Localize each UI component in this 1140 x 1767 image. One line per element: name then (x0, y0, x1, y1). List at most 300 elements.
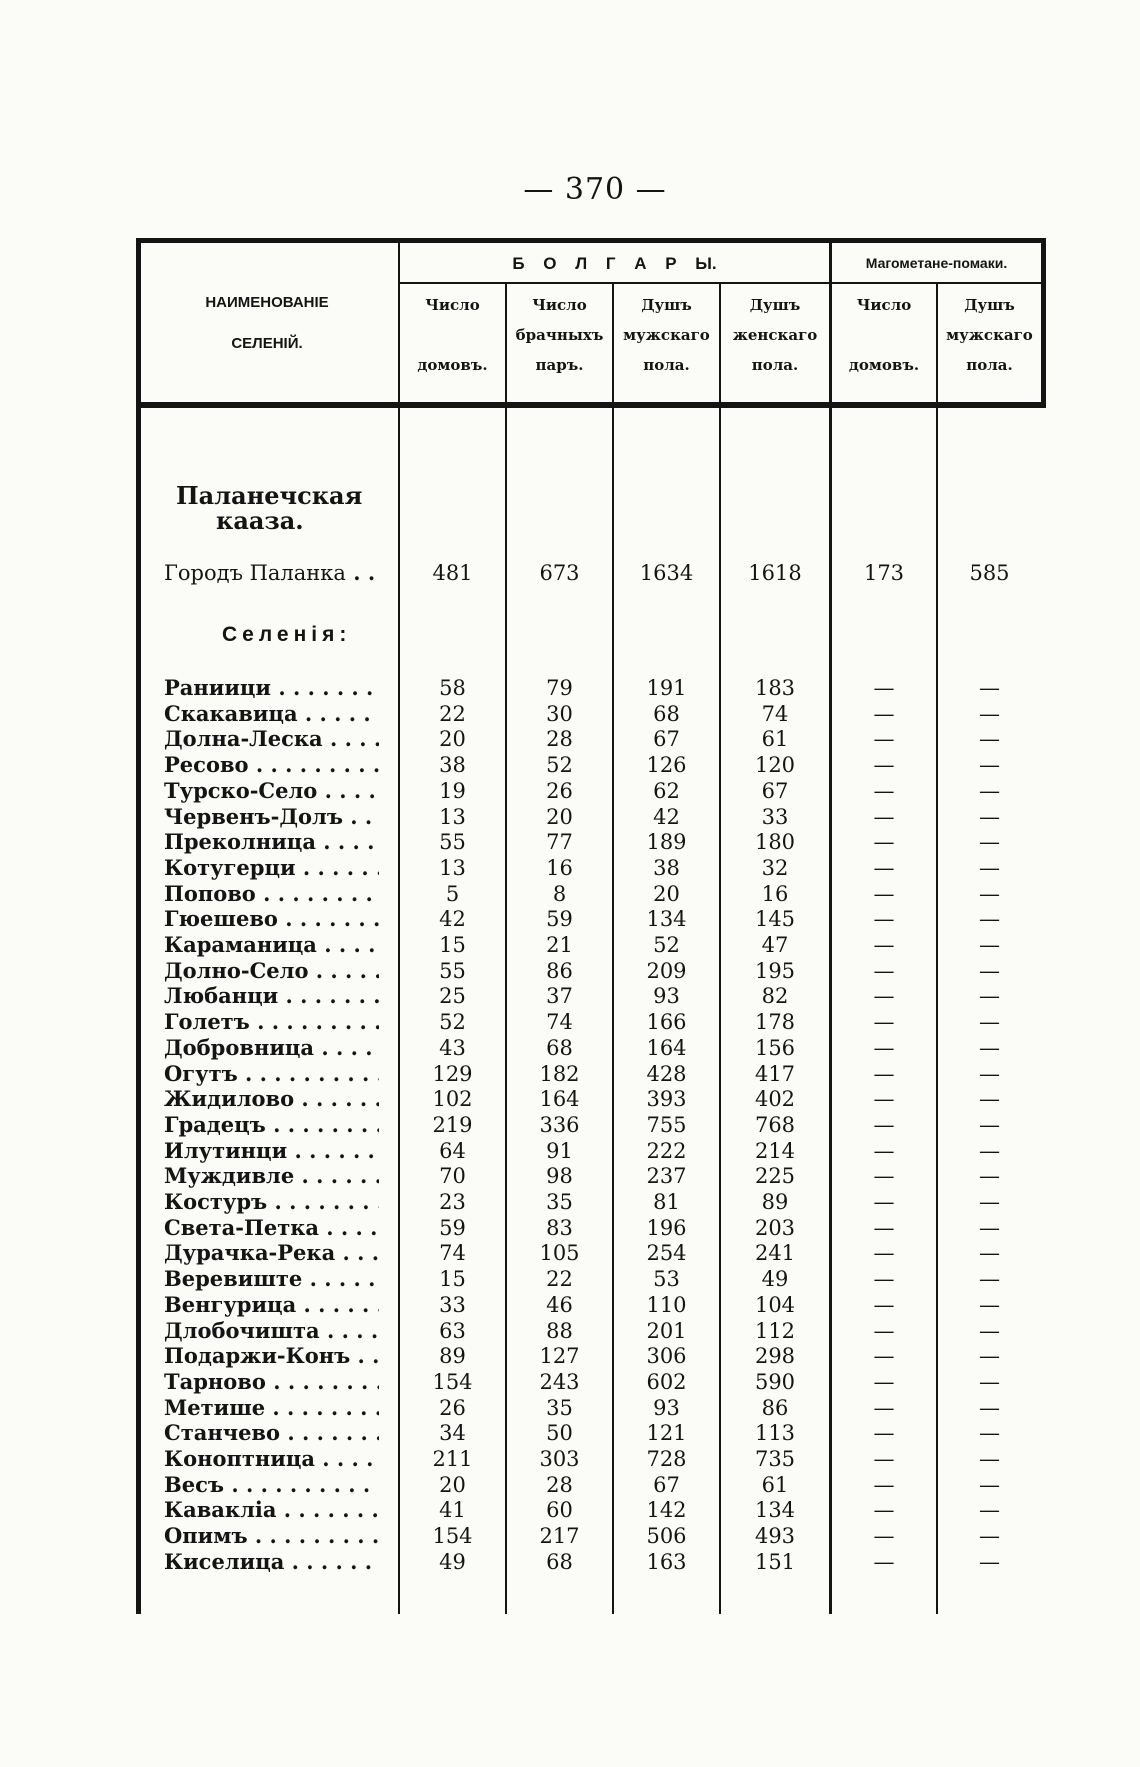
column-header-5-line1: Число (856, 296, 912, 314)
village-muslim-houses: — (873, 727, 895, 752)
village-muslim-male: — (979, 1447, 1000, 1471)
table-row (136, 752, 1046, 778)
village-name: Любанци . . . (164, 983, 379, 1009)
village-houses: 59 (439, 1215, 466, 1240)
village-name: Попово . . . (164, 881, 379, 907)
village-male: 126 (646, 753, 687, 778)
village-name: Метише . . . (164, 1395, 379, 1421)
village-houses: 20 (439, 1472, 466, 1497)
table-row (136, 726, 1046, 752)
village-houses: 58 (439, 676, 466, 700)
village-male: 166 (646, 1010, 687, 1035)
village-muslim-houses: — (873, 701, 895, 726)
village-female: 183 (754, 676, 796, 700)
village-male: 755 (646, 1112, 687, 1137)
table-row (136, 1138, 1046, 1164)
village-male: 728 (646, 1447, 687, 1471)
village-female: 156 (754, 1035, 796, 1060)
town-married-couples: 673 (539, 561, 580, 585)
village-houses: 55 (439, 958, 466, 983)
village-muslim-houses: — (873, 1447, 895, 1471)
village-married-couples: 21 (546, 933, 573, 957)
village-houses: 70 (439, 1164, 466, 1189)
village-female: 113 (754, 1421, 796, 1446)
village-married-couples: 52 (546, 753, 573, 778)
village-muslim-houses: — (873, 1267, 895, 1292)
muslims-group-title: Магометане-помаки. (865, 255, 1008, 271)
village-married-couples: 336 (539, 1112, 580, 1137)
village-houses: 74 (439, 1241, 466, 1266)
village-name: Подаржи-Конъ . . . (164, 1343, 379, 1369)
village-female: 61 (761, 1472, 789, 1497)
village-muslim-male: — (979, 1164, 1000, 1189)
table-row (136, 1523, 1046, 1549)
town-male: 1634 (639, 561, 694, 585)
village-female: 49 (761, 1267, 789, 1292)
village-houses: 15 (439, 1267, 466, 1292)
village-female: 195 (754, 958, 796, 983)
village-male: 201 (646, 1318, 687, 1343)
column-header-1-line3: домовъ. (417, 356, 488, 374)
village-married-couples: 16 (546, 855, 573, 880)
village-married-couples: 74 (546, 1010, 573, 1035)
table-row (136, 1420, 1046, 1446)
village-married-couples: 28 (546, 727, 573, 752)
village-muslim-houses: — (873, 1241, 895, 1266)
table-row (136, 881, 1046, 907)
village-name: Ресово . . . (164, 752, 379, 778)
village-female: 203 (754, 1215, 796, 1240)
village-muslim-male: — (979, 933, 1000, 957)
village-muslim-male: — (979, 1395, 1000, 1420)
village-houses: 129 (432, 1061, 473, 1086)
village-female: 768 (754, 1112, 796, 1137)
name-column-header-line2: СЕЛЕНІЙ. (231, 335, 303, 352)
table-row (136, 1215, 1046, 1241)
table-row (136, 1343, 1046, 1369)
village-muslim-male: — (979, 727, 1000, 752)
village-male: 191 (646, 676, 687, 700)
village-muslim-male: — (979, 1267, 1000, 1292)
village-houses: 63 (439, 1318, 466, 1343)
village-houses: 38 (439, 753, 466, 778)
table-row (136, 1035, 1046, 1061)
village-married-couples: 30 (546, 701, 573, 726)
column-header-3-line3: пола. (643, 356, 690, 374)
village-male: 67 (653, 1472, 680, 1497)
village-male: 52 (653, 933, 680, 957)
table-row (136, 1497, 1046, 1523)
village-male: 163 (646, 1549, 687, 1574)
village-muslim-houses: — (873, 1035, 895, 1060)
village-muslim-male: — (979, 1318, 1000, 1343)
village-name: Длобочишта . . . (164, 1318, 379, 1344)
bulgarians-group-title: Б О Л Г А Р Ы. (512, 254, 717, 273)
village-married-couples: 182 (539, 1061, 580, 1086)
village-name: Караманица . . . (164, 932, 379, 958)
table-row (136, 855, 1046, 881)
village-name: Гюешево . . . (164, 906, 379, 932)
village-name: Муждивле . . . (164, 1163, 379, 1189)
village-muslim-houses: — (873, 804, 895, 829)
village-name: Илутинци . . . (164, 1138, 379, 1164)
village-muslim-male: — (979, 753, 1000, 778)
village-muslim-houses: — (873, 1061, 895, 1086)
village-muslim-male: — (979, 1421, 1000, 1446)
village-male: 93 (653, 984, 680, 1009)
town-name: Городъ Паланка . . . (164, 560, 379, 586)
village-female: 61 (761, 727, 789, 752)
village-muslim-houses: — (873, 933, 895, 957)
table-row (136, 1189, 1046, 1215)
village-female: 417 (754, 1061, 796, 1086)
table-row (136, 829, 1046, 855)
name-column-header-line1: НАИМЕНОВАНІЕ (205, 294, 329, 311)
village-male: 142 (646, 1498, 687, 1523)
village-male: 134 (646, 907, 687, 932)
village-muslim-houses: — (873, 830, 895, 855)
village-female: 74 (761, 701, 789, 726)
village-name: Раниици . . . (164, 675, 379, 701)
village-muslim-male: — (979, 1112, 1000, 1137)
village-muslim-male: — (979, 1190, 1000, 1214)
village-married-couples: 46 (546, 1292, 573, 1317)
village-female: 214 (754, 1138, 796, 1163)
village-married-couples: 50 (546, 1421, 573, 1446)
village-married-couples: 22 (546, 1267, 573, 1292)
village-muslim-houses: — (873, 1549, 895, 1574)
column-header-5-line3: домовъ. (848, 356, 920, 374)
village-muslim-male: — (979, 1035, 1000, 1060)
village-houses: 154 (432, 1369, 473, 1394)
village-houses: 89 (439, 1344, 466, 1369)
village-muslim-houses: — (873, 676, 895, 700)
village-muslim-houses: — (873, 1190, 895, 1214)
village-female: 180 (754, 830, 796, 855)
village-muslim-male: — (979, 1010, 1000, 1035)
village-muslim-male: — (979, 778, 1000, 803)
village-muslim-houses: — (873, 1472, 895, 1497)
column-header-4-line1: Душъ (749, 296, 801, 314)
village-married-couples: 20 (546, 804, 573, 829)
village-name: Долна-Леска . . . (164, 726, 379, 752)
village-female: 104 (754, 1292, 796, 1317)
village-muslim-houses: — (873, 881, 895, 906)
village-married-couples: 127 (539, 1344, 580, 1369)
village-houses: 64 (439, 1138, 466, 1163)
villages-section-title: Селенія: (222, 623, 352, 646)
village-female: 225 (754, 1164, 796, 1189)
village-muslim-houses: — (873, 778, 895, 803)
village-female: 735 (754, 1447, 796, 1471)
village-muslim-houses: — (873, 1369, 895, 1394)
village-married-couples: 303 (539, 1447, 580, 1471)
village-male: 189 (646, 830, 687, 855)
column-header-4-line3: пола. (751, 356, 799, 374)
table-row (136, 1163, 1046, 1189)
table-row (136, 1061, 1046, 1087)
village-name: Жидилово . . . (164, 1086, 379, 1112)
column-header-2-line3: паръ. (535, 356, 584, 374)
village-name: Турско-Село . . . (164, 778, 379, 804)
table-row (136, 701, 1046, 727)
village-houses: 22 (439, 701, 466, 726)
table-row (136, 983, 1046, 1009)
table-row (136, 778, 1046, 804)
table-row (136, 1369, 1046, 1395)
village-married-couples: 217 (539, 1524, 580, 1549)
village-female: 112 (754, 1318, 796, 1343)
village-married-couples: 86 (546, 958, 573, 983)
village-muslim-houses: — (873, 1524, 895, 1549)
village-married-couples: 164 (539, 1087, 580, 1112)
column-header-6-line1: Душъ (964, 296, 1015, 314)
village-married-couples: 59 (546, 907, 573, 932)
village-female: 178 (754, 1010, 796, 1035)
village-houses: 219 (432, 1112, 473, 1137)
column-header-2-line1: Число (532, 296, 587, 314)
village-muslim-houses: — (873, 1010, 895, 1035)
village-houses: 13 (439, 855, 466, 880)
village-male: 602 (646, 1369, 687, 1394)
village-muslim-male: — (979, 1549, 1000, 1574)
village-muslim-houses: — (873, 753, 895, 778)
district-title-line1: Паланечская (176, 481, 363, 510)
village-muslim-male: — (979, 855, 1000, 880)
village-muslim-male: — (979, 984, 1000, 1009)
village-name: Долно-Село . . . (164, 958, 379, 984)
village-muslim-male: — (979, 1498, 1000, 1523)
village-muslim-houses: — (873, 1215, 895, 1240)
town-houses: 481 (432, 561, 473, 585)
village-muslim-houses: — (873, 855, 895, 880)
village-houses: 5 (445, 881, 460, 906)
village-female: 67 (761, 778, 789, 803)
village-female: 151 (754, 1549, 796, 1574)
village-houses: 34 (439, 1421, 466, 1446)
village-male: 81 (653, 1190, 680, 1214)
village-male: 209 (646, 958, 687, 983)
village-married-couples: 83 (546, 1215, 573, 1240)
village-name: Киселица . . . (164, 1549, 379, 1575)
village-married-couples: 28 (546, 1472, 573, 1497)
village-name: Тарново . . . (164, 1369, 379, 1395)
village-married-couples: 88 (546, 1318, 573, 1343)
village-male: 62 (653, 778, 680, 803)
table-top-border (136, 238, 1046, 243)
village-muslim-male: — (979, 830, 1000, 855)
village-houses: 15 (439, 933, 466, 957)
village-muslim-houses: — (873, 1318, 895, 1343)
table-row (136, 675, 1046, 701)
column-header-4-line2: женскаго (732, 326, 818, 344)
table-row (136, 1086, 1046, 1112)
village-name: Весъ . . . (164, 1472, 379, 1498)
table-row (136, 1292, 1046, 1318)
village-married-couples: 68 (546, 1035, 573, 1060)
table-row (136, 1009, 1046, 1035)
village-houses: 33 (439, 1292, 466, 1317)
village-female: 145 (754, 907, 796, 932)
town-row (136, 560, 1046, 586)
village-muslim-male: — (979, 1369, 1000, 1394)
village-male: 42 (653, 804, 680, 829)
village-name: Червенъ-Долъ . . . (164, 804, 379, 830)
village-muslim-houses: — (873, 1498, 895, 1523)
village-houses: 25 (439, 984, 466, 1009)
village-name: Коноптница . . . (164, 1446, 379, 1472)
village-female: 32 (761, 855, 789, 880)
village-muslim-male: — (979, 1524, 1000, 1549)
table-row (136, 1266, 1046, 1292)
village-female: 89 (761, 1190, 789, 1214)
village-muslim-male: — (979, 1292, 1000, 1317)
village-muslim-male: — (979, 907, 1000, 932)
village-houses: 154 (432, 1524, 473, 1549)
village-married-couples: 26 (546, 778, 573, 803)
village-muslim-male: — (979, 1241, 1000, 1266)
village-name: Станчево . . . (164, 1420, 379, 1446)
village-male: 121 (646, 1421, 687, 1446)
village-male: 38 (653, 855, 680, 880)
statistics-table (136, 238, 1046, 1614)
town-female: 1618 (748, 561, 802, 585)
village-houses: 23 (439, 1190, 466, 1214)
table-row (136, 1395, 1046, 1421)
village-muslim-male: — (979, 701, 1000, 726)
village-male: 428 (646, 1061, 687, 1086)
village-muslim-male: — (979, 1087, 1000, 1112)
village-muslim-houses: — (873, 1138, 895, 1163)
village-name: Скакавица . . . (164, 701, 379, 727)
village-muslim-male: — (979, 1344, 1000, 1369)
page-number: — 370 — (523, 172, 667, 207)
village-married-couples: 35 (546, 1395, 573, 1420)
village-muslim-male: — (979, 676, 1000, 700)
village-name: Опимъ . . . (164, 1523, 379, 1549)
table-row (136, 1446, 1046, 1472)
village-muslim-male: — (979, 1472, 1000, 1497)
village-houses: 52 (439, 1010, 466, 1035)
village-male: 67 (653, 727, 680, 752)
village-female: 298 (754, 1344, 796, 1369)
table-row (136, 1549, 1046, 1575)
village-name: Огутъ . . . (164, 1061, 379, 1087)
village-name: Дурачка-Река . . . (164, 1240, 379, 1266)
table-row (136, 1318, 1046, 1344)
town-muslim-male: 585 (969, 561, 1010, 585)
village-male: 110 (646, 1292, 687, 1317)
village-male: 393 (646, 1087, 687, 1112)
village-name: Костуръ . . . (164, 1189, 379, 1215)
village-married-couples: 105 (539, 1241, 580, 1266)
town-muslim-houses: 173 (863, 561, 905, 585)
table-row (136, 958, 1046, 984)
village-name: Котугерци . . . (164, 855, 379, 881)
village-female: 402 (754, 1087, 796, 1112)
village-houses: 20 (439, 727, 466, 752)
village-married-couples: 35 (546, 1190, 573, 1214)
column-header-3-line1: Душъ (641, 296, 692, 314)
village-female: 120 (754, 753, 796, 778)
village-married-couples: 60 (546, 1498, 573, 1523)
village-female: 33 (761, 804, 789, 829)
village-married-couples: 91 (546, 1138, 573, 1163)
village-married-couples: 79 (546, 676, 573, 700)
village-muslim-houses: — (873, 1112, 895, 1137)
village-female: 493 (754, 1524, 796, 1549)
village-female: 47 (761, 933, 789, 957)
village-muslim-houses: — (873, 958, 895, 983)
village-married-couples: 8 (552, 881, 567, 906)
district-title-line2: кааза. (216, 506, 304, 535)
village-muslim-houses: — (873, 1087, 895, 1112)
village-married-couples: 98 (546, 1164, 573, 1189)
village-muslim-male: — (979, 1138, 1000, 1163)
village-muslim-male: — (979, 804, 1000, 829)
village-married-couples: 77 (546, 830, 573, 855)
village-male: 506 (646, 1524, 687, 1549)
village-muslim-houses: — (873, 1421, 895, 1446)
village-male: 93 (653, 1395, 680, 1420)
village-muslim-houses: — (873, 984, 895, 1009)
village-muslim-male: — (979, 1061, 1000, 1086)
village-houses: 41 (439, 1498, 466, 1523)
village-male: 237 (646, 1164, 687, 1189)
village-male: 53 (653, 1267, 680, 1292)
village-muslim-houses: — (873, 1164, 895, 1189)
village-houses: 26 (439, 1395, 466, 1420)
table-row (136, 1472, 1046, 1498)
village-male: 196 (646, 1215, 687, 1240)
village-married-couples: 243 (539, 1369, 580, 1394)
village-houses: 42 (439, 907, 466, 932)
header-bottom-border (136, 402, 1046, 408)
column-header-6-line3: пола. (966, 356, 1013, 374)
village-male: 222 (646, 1138, 687, 1163)
village-female: 16 (761, 881, 789, 906)
village-female: 134 (754, 1498, 796, 1523)
table-row (136, 932, 1046, 958)
village-muslim-male: — (979, 1215, 1000, 1240)
column-header-1-line1: Число (425, 296, 480, 314)
table-row (136, 906, 1046, 932)
village-name: Кавакліа . . . (164, 1497, 379, 1523)
table-row (136, 1240, 1046, 1266)
village-name: Голетъ . . . (164, 1009, 379, 1035)
village-muslim-male: — (979, 881, 1000, 906)
village-name: Градецъ . . . (164, 1112, 379, 1138)
village-muslim-houses: — (873, 1344, 895, 1369)
village-female: 82 (761, 984, 789, 1009)
village-houses: 55 (439, 830, 466, 855)
village-muslim-houses: — (873, 1292, 895, 1317)
village-houses: 211 (432, 1447, 473, 1471)
village-name: Венгурица . . . (164, 1292, 379, 1318)
village-male: 20 (653, 881, 680, 906)
column-header-2-line2: брачныхъ (515, 326, 604, 344)
village-male: 68 (653, 701, 680, 726)
village-male: 254 (646, 1241, 687, 1266)
village-muslim-houses: — (873, 907, 895, 932)
village-houses: 102 (432, 1087, 473, 1112)
village-male: 164 (646, 1035, 687, 1060)
column-header-6-line2: мужскаго (946, 326, 1033, 344)
village-muslim-houses: — (873, 1395, 895, 1420)
table-row (136, 1112, 1046, 1138)
village-houses: 19 (439, 778, 466, 803)
table-right-border (1041, 238, 1046, 408)
